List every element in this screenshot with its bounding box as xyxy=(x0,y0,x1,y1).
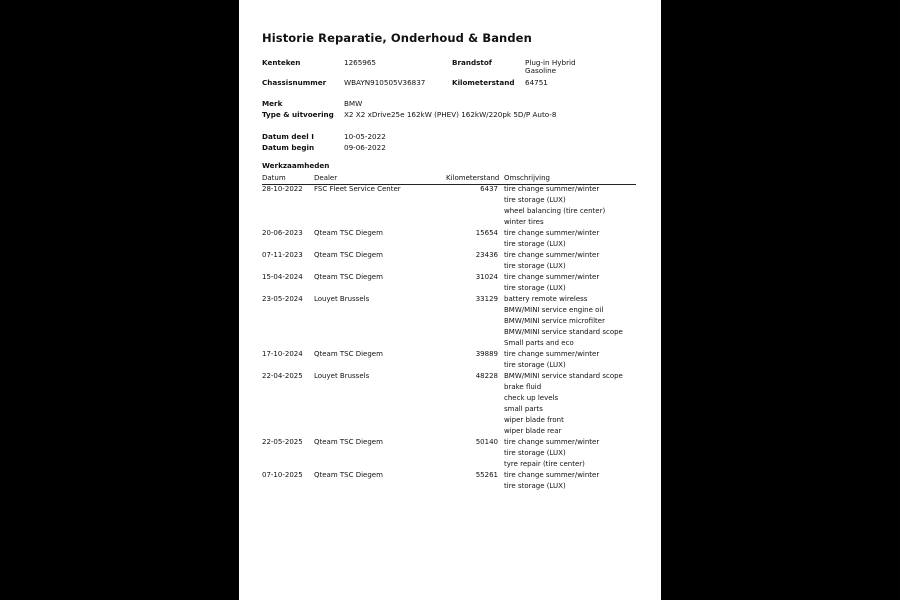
row-km: 6437 xyxy=(480,185,498,193)
description-line: wiper blade rear xyxy=(504,427,562,435)
description-line: tire storage (LUX) xyxy=(504,449,566,457)
chassis-label: Chassisnummer xyxy=(262,78,327,87)
row-date: 07-10-2025 xyxy=(262,471,303,479)
brandstof-value-2: Gasoline xyxy=(525,66,557,75)
description-line: tire change summer/winter xyxy=(504,229,600,237)
row-description xyxy=(504,470,599,492)
row-date: 07-11-2023 xyxy=(262,251,303,259)
chassis-value: WBAYN910505V36837 xyxy=(344,78,426,87)
row-dealer: Louyet Brussels xyxy=(314,372,370,380)
row-km: 15654 xyxy=(475,229,498,237)
row-description xyxy=(504,294,623,349)
row-date: 23-05-2024 xyxy=(262,295,303,303)
row-km: 31024 xyxy=(475,273,498,281)
description-line: Small parts and eco xyxy=(504,339,574,347)
row-description xyxy=(504,228,599,250)
kmstand-label: Kilometerstand xyxy=(452,78,515,87)
row-km: 39889 xyxy=(475,350,498,358)
description-line: tire storage (LUX) xyxy=(504,284,566,292)
description-line: brake fluid xyxy=(504,383,542,391)
description-line: wheel balancing (tire center) xyxy=(504,207,606,215)
row-dealer: Qteam TSC Diegem xyxy=(314,350,383,358)
row-dealer: Qteam TSC Diegem xyxy=(314,438,383,446)
merk-value: BMW xyxy=(344,99,363,108)
kmstand-value: 64751 xyxy=(525,78,548,87)
row-description xyxy=(504,349,599,371)
row-dealer: FSC Fleet Service Center xyxy=(314,185,401,193)
row-km: 50140 xyxy=(475,438,498,446)
brandstof-value-1: Plug-in Hybrid xyxy=(525,58,576,67)
col-header-date: Datum xyxy=(262,174,286,182)
row-km: 55261 xyxy=(475,471,498,479)
row-dealer: Louyet Brussels xyxy=(314,295,370,303)
description-line: tire storage (LUX) xyxy=(504,196,566,204)
description-line: tire change summer/winter xyxy=(504,251,600,259)
row-dealer: Qteam TSC Diegem xyxy=(314,229,383,237)
row-dealer: Qteam TSC Diegem xyxy=(314,273,383,281)
row-dealer: Qteam TSC Diegem xyxy=(314,251,383,259)
row-km: 48228 xyxy=(475,372,498,380)
datum-deel-value: 10-05-2022 xyxy=(344,132,386,141)
brandstof-label: Brandstof xyxy=(452,58,492,67)
description-line: winter tires xyxy=(504,218,544,226)
description-line: tire change summer/winter xyxy=(504,471,600,479)
type-label: Type & uitvoering xyxy=(262,110,334,119)
description-line: tire storage (LUX) xyxy=(504,482,566,490)
description-line: tire change summer/winter xyxy=(504,185,600,193)
description-line: tire storage (LUX) xyxy=(504,262,566,270)
description-line: tire storage (LUX) xyxy=(504,240,566,248)
description-line: tire change summer/winter xyxy=(504,438,600,446)
description-line: BMW/MINI service microfilter xyxy=(504,317,605,325)
description-line: tire change summer/winter xyxy=(504,350,600,358)
row-date: 17-10-2024 xyxy=(262,350,303,358)
description-line: check up levels xyxy=(504,394,559,402)
description-line: tyre repair (tire center) xyxy=(504,460,585,468)
row-km: 33129 xyxy=(475,295,498,303)
document-page xyxy=(239,0,661,600)
row-description xyxy=(504,371,623,437)
description-line: tire change summer/winter xyxy=(504,273,600,281)
row-description xyxy=(504,250,599,272)
row-description xyxy=(504,272,599,294)
row-date: 20-06-2023 xyxy=(262,229,303,237)
row-date: 22-05-2025 xyxy=(262,438,303,446)
row-km: 23436 xyxy=(475,251,498,259)
row-date: 15-04-2024 xyxy=(262,273,303,281)
row-description xyxy=(504,437,599,470)
col-header-dealer: Dealer xyxy=(314,174,338,182)
description-line: tire storage (LUX) xyxy=(504,361,566,369)
datum-begin-value: 09-06-2022 xyxy=(344,143,386,152)
kenteken-value: 1265965 xyxy=(344,58,377,67)
datum-begin-label: Datum begin xyxy=(262,143,315,152)
col-header-km: Kilometerstand xyxy=(446,174,500,182)
kenteken-label: Kenteken xyxy=(262,58,301,67)
datum-deel-label: Datum deel I xyxy=(262,132,314,141)
description-line: battery remote wireless xyxy=(504,295,588,303)
description-line: BMW/MINI service engine oil xyxy=(504,306,604,314)
row-date: 28-10-2022 xyxy=(262,185,303,193)
merk-label: Merk xyxy=(262,99,283,108)
description-line: small parts xyxy=(504,405,543,413)
werkzaamheden-title: Werkzaamheden xyxy=(262,161,330,170)
col-header-desc: Omschrijving xyxy=(504,174,550,182)
type-value: X2 X2 xDrive25e 162kW (PHEV) 162kW/220pk 5D/P Auto-8 xyxy=(344,110,557,119)
page-title: Historie Reparatie, Onderhoud & Banden xyxy=(262,31,532,45)
row-description xyxy=(504,184,605,228)
description-line: BMW/MINI service standard scope xyxy=(504,328,623,336)
description-line: wiper blade front xyxy=(504,416,564,424)
description-line: BMW/MINI service standard scope xyxy=(504,372,623,380)
row-date: 22-04-2025 xyxy=(262,372,303,380)
row-dealer: Qteam TSC Diegem xyxy=(314,471,383,479)
